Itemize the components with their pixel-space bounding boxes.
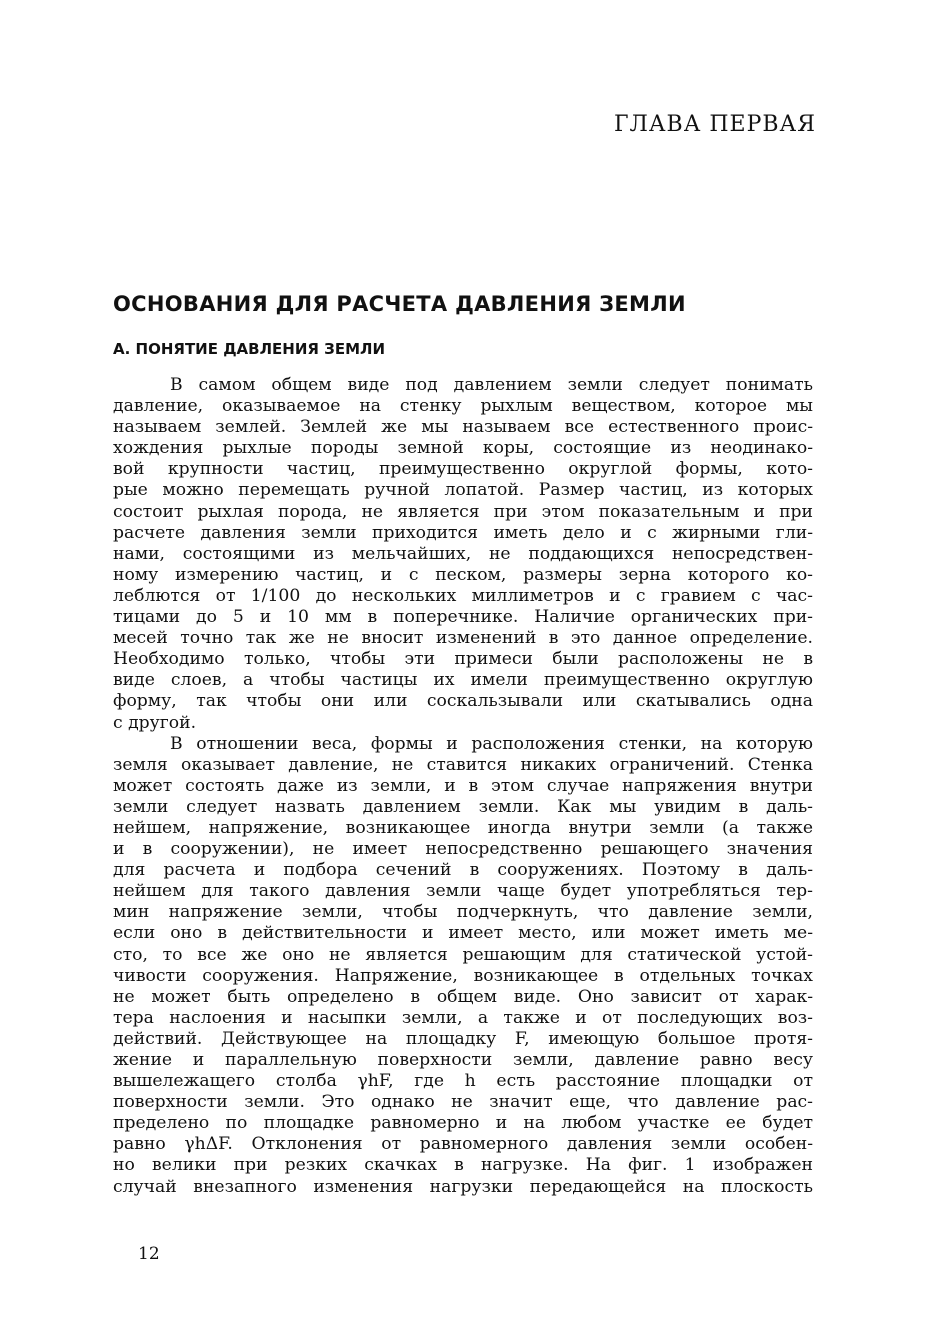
text-line: Необходимо только, чтобы эти примеси были расположены не в bbox=[113, 649, 813, 670]
text-line: форму, так чтобы они или соскальзывали или скатывались одна bbox=[113, 691, 813, 712]
text-line: расчете давления земли приходится иметь дело и с жирными гли- bbox=[113, 522, 813, 543]
text-line: В отношении веса, формы и расположения стенки, на которую bbox=[170, 733, 813, 754]
text-line: тера наслоения и насыпки земли, а также и от последующих воз- bbox=[113, 1007, 813, 1028]
text-line: нами, состоящими из мельчайших, не поддающихся непосредствен- bbox=[113, 543, 813, 564]
text-line: называем землей. Землей же мы называем все естественного проис- bbox=[113, 417, 813, 438]
text-line: хождения рыхлые породы земной коры, состоящие из неодинако- bbox=[113, 438, 813, 459]
text-line: сто, то все же оно не является решающим для статической устой- bbox=[113, 944, 813, 965]
text-line: вышележащего столба γhF, где h есть расстояние площадки от bbox=[113, 1071, 813, 1092]
chapter-heading: ГЛАВА ПЕРВАЯ bbox=[613, 112, 816, 137]
text-line: нейшем, напряжение, возникающее иногда внутри земли (а также bbox=[113, 817, 813, 838]
text-line: может состоять даже из земли, и в этом случае напряжения внутри bbox=[113, 775, 813, 796]
text-line: с другой. bbox=[113, 712, 197, 733]
text-line: состоит рыхлая порода, не является при этом показательным и при bbox=[113, 501, 813, 522]
text-line: давление, оказываемое на стенку рыхлым веществом, которое мы bbox=[113, 396, 813, 417]
text-line: вой крупности частиц, преимущественно округлой формы, кото- bbox=[113, 459, 813, 480]
text-line: и в сооружении), не имеет непосредственно решающего значения bbox=[113, 839, 813, 860]
text-line: мин напряжение земли, чтобы подчеркнуть, что давление земли, bbox=[113, 902, 813, 923]
text-line: тицами до 5 и 10 мм в поперечнике. Наличие органических при- bbox=[113, 607, 813, 628]
text-line: В самом общем виде под давлением земли следует понимать bbox=[170, 375, 813, 395]
text-line: действий. Действующее на площадку F, имеющую большое протя- bbox=[113, 1028, 813, 1049]
body-text bbox=[113, 375, 813, 1198]
text-line: поверхности земли. Это однако не значит еще, что давление рас- bbox=[113, 1092, 813, 1113]
text-line: виде слоев, а чтобы частицы их имели преимущественно округлую bbox=[113, 670, 813, 691]
text-line: земля оказывает давление, не ставится никаких ограничений. Стенка bbox=[113, 754, 813, 775]
text-line: месей точно так же не вносит изменений в это данное определение. bbox=[113, 628, 813, 649]
text-line: пределено по площадке равномерно и на любом участке ее будет bbox=[113, 1113, 813, 1134]
text-line: равно γhΔF. Отклонения от равномерного давления земли особен- bbox=[113, 1134, 813, 1155]
text-line: жение и параллельную поверхности земли, давление равно весу bbox=[113, 1050, 813, 1070]
text-line: не может быть определено в общем виде. Оно зависит от харак- bbox=[113, 986, 813, 1007]
text-line: леблются от 1/100 до нескольких миллиметров и с гравием с час- bbox=[113, 585, 813, 606]
section-heading: А. ПОНЯТИЕ ДАВЛЕНИЯ ЗЕМЛИ bbox=[113, 340, 386, 358]
text-line: земли следует назвать давлением земли. Как мы увидим в даль- bbox=[113, 796, 813, 817]
page-title: ОСНОВАНИЯ ДЛЯ РАСЧЕТА ДАВЛЕНИЯ ЗЕМЛИ bbox=[113, 292, 686, 316]
text-line: чивости сооружения. Напряжение, возникающее в отдельных точках bbox=[113, 965, 813, 986]
text-line: рые можно перемещать ручной лопатой. Размер частиц, из которых bbox=[113, 480, 813, 501]
page-number: 12 bbox=[138, 1244, 160, 1264]
text-line: ному измерению частиц, и с песком, размеры зерна которого ко- bbox=[113, 564, 813, 585]
text-line: нейшем для такого давления земли чаще будет употребляться тер- bbox=[113, 881, 813, 902]
text-line: если оно в действительности и имеет место, или может иметь ме- bbox=[113, 923, 813, 944]
text-line: но велики при резких скачках в нагрузке. На фиг. 1 изображен bbox=[113, 1155, 813, 1176]
text-line: случай внезапного изменения нагрузки передающейся на плоскость bbox=[113, 1176, 813, 1197]
text-line: для расчета и подбора сечений в сооружениях. Поэтому в даль- bbox=[113, 860, 813, 881]
